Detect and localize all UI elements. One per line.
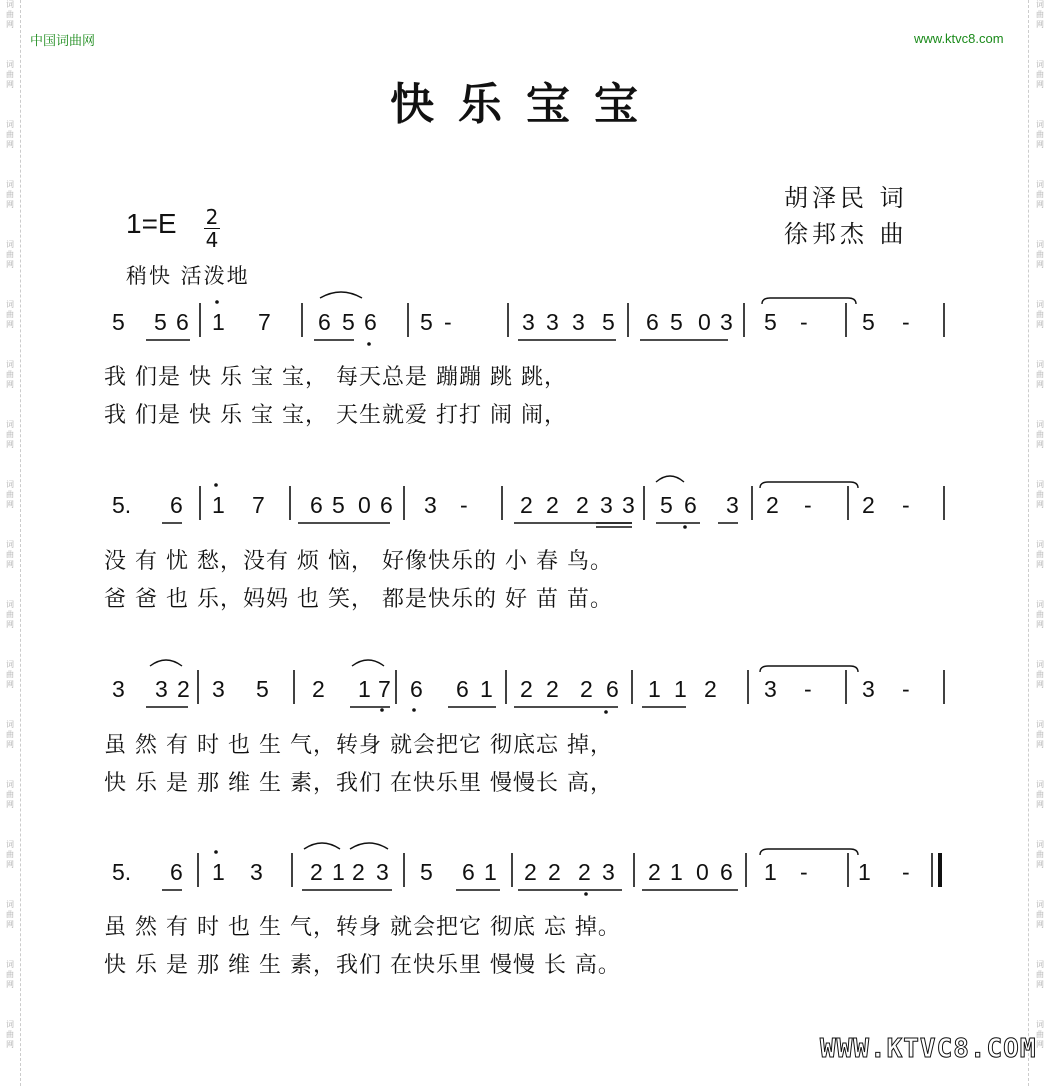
note: 6 [318, 309, 331, 335]
note: 2 [548, 859, 561, 885]
side-watermark-text: 词 曲 网 [1036, 60, 1044, 89]
side-watermark-text: 词 曲 网 [1036, 600, 1044, 629]
octave-dot [683, 525, 687, 529]
note: 2 [704, 676, 717, 702]
note: 2 [310, 859, 323, 885]
note: - [804, 492, 812, 518]
note: 6 [170, 859, 183, 885]
note: - [444, 309, 452, 335]
note: 1 [212, 492, 225, 518]
slur [352, 660, 384, 666]
note: 3 [720, 309, 733, 335]
note: 7 [258, 309, 271, 335]
lyricist-credit: 胡泽民 词 [784, 184, 908, 212]
side-watermark-text: 词 曲 网 [1036, 780, 1044, 809]
note: 3 [572, 309, 585, 335]
side-watermark-text: 词 曲 网 [1036, 300, 1044, 329]
side-watermark-text: 词 曲 网 [6, 960, 14, 989]
lyrics-row4-verse1: 虽 然 有 时 也 生 气，转身 就会把它 彻底 忘 掉。 [104, 915, 621, 940]
note: 3 [622, 492, 635, 518]
note: 6 [176, 309, 189, 335]
side-watermark-text: 词 曲 网 [1036, 840, 1044, 869]
slur [656, 476, 684, 482]
note: 1 [484, 859, 497, 885]
note: 1 [764, 859, 777, 885]
note: - [902, 492, 910, 518]
lyrics-row2-verse1: 没 有 忧 愁，没有 烦 恼， 好像快乐的 小 春 鸟。 [104, 549, 613, 574]
note: 3 [155, 676, 168, 702]
lyrics-row3-verse2: 快 乐 是 那 维 生 素，我们 在快乐里 慢慢长 高， [104, 771, 613, 796]
note: 5 [420, 309, 433, 335]
note: - [902, 676, 910, 702]
lyrics-row2-verse2: 爸 爸 也 乐，妈妈 也 笑， 都是快乐的 好 苗 苗。 [104, 587, 613, 612]
side-watermark-text: 词 曲 网 [1036, 900, 1044, 929]
side-watermark-text: 词 曲 网 [6, 840, 14, 869]
side-watermark-text: 词 曲 网 [1036, 480, 1044, 509]
side-watermark-text: 词 曲 网 [6, 60, 14, 89]
note: 5 [660, 492, 673, 518]
side-watermark-text: 词 曲 网 [6, 300, 14, 329]
note: - [902, 309, 910, 335]
note: - [902, 859, 910, 885]
note: 6 [456, 676, 469, 702]
note: 3 [602, 859, 615, 885]
side-watermark-text: 词 曲 网 [1036, 720, 1044, 749]
octave-dot [215, 300, 219, 304]
note: - [804, 676, 812, 702]
site-url-link[interactable]: www.ktvc8.com [914, 31, 1004, 46]
note: 6 [606, 676, 619, 702]
note: 5. [112, 859, 132, 885]
side-watermark-text: 词 曲 网 [1036, 0, 1044, 29]
note: - [460, 492, 468, 518]
key-signature: 1=E [126, 208, 177, 239]
note: 6 [170, 492, 183, 518]
octave-dot [214, 850, 218, 854]
note: 5 [256, 676, 269, 702]
octave-dot [380, 708, 384, 712]
time-signature-top: 2 [205, 205, 219, 229]
note: 5. [112, 492, 132, 518]
note: 5 [602, 309, 615, 335]
note: 3 [600, 492, 613, 518]
note: 3 [862, 676, 875, 702]
note: 2 [524, 859, 537, 885]
note: 2 [520, 492, 533, 518]
lyrics-row4-verse2: 快 乐 是 那 维 生 素，我们 在快乐里 慢慢 长 高。 [104, 953, 621, 978]
note: 3 [764, 676, 777, 702]
side-watermark-text: 词 曲 网 [6, 180, 14, 209]
note: 2 [546, 492, 559, 518]
note: 1 [332, 859, 345, 885]
note: 5 [154, 309, 167, 335]
side-watermark-text: 词 曲 网 [6, 480, 14, 509]
side-watermark-text: 词 曲 网 [1036, 960, 1044, 989]
note: 3 [376, 859, 389, 885]
side-watermark-text: 词 曲 网 [6, 780, 14, 809]
note: 1 [212, 309, 225, 335]
side-watermark-text: 词 曲 网 [6, 540, 14, 569]
note: - [800, 859, 808, 885]
note: 5 [670, 309, 683, 335]
note: 2 [576, 492, 589, 518]
tie [762, 298, 856, 304]
tie [760, 849, 858, 855]
note: 1 [648, 676, 661, 702]
slur [320, 292, 362, 298]
slur [150, 660, 182, 666]
note: 5 [332, 492, 345, 518]
note: 3 [424, 492, 437, 518]
note: 3 [250, 859, 263, 885]
note: 0 [358, 492, 371, 518]
composer-credit: 徐邦杰 曲 [784, 220, 908, 248]
side-watermark-text: 词 曲 网 [6, 360, 14, 389]
note: 6 [380, 492, 393, 518]
side-watermark-text: 词 曲 网 [6, 240, 14, 269]
octave-dot [214, 483, 218, 487]
note: 6 [462, 859, 475, 885]
note: 1 [858, 859, 871, 885]
note: 2 [546, 676, 559, 702]
note: 1 [480, 676, 493, 702]
side-watermark-text: 词 曲 网 [6, 420, 14, 449]
note: 6 [310, 492, 323, 518]
octave-dot [604, 710, 608, 714]
note: 6 [720, 859, 733, 885]
tie [760, 482, 858, 488]
octave-dot [412, 708, 416, 712]
note: 1 [670, 859, 683, 885]
note: 6 [684, 492, 697, 518]
side-watermark-text: 词 曲 网 [1036, 1020, 1044, 1049]
note: 1 [358, 676, 371, 702]
side-watermark-text: 词 曲 网 [6, 720, 14, 749]
side-watermark-text: 词 曲 网 [1036, 120, 1044, 149]
side-watermark-text: 词 曲 网 [1036, 660, 1044, 689]
note: 3 [112, 676, 125, 702]
note: 2 [312, 676, 325, 702]
note: 2 [648, 859, 661, 885]
note: 7 [378, 676, 391, 702]
note: 3 [726, 492, 739, 518]
note: 6 [410, 676, 423, 702]
note: 0 [696, 859, 709, 885]
side-watermark-text: 词 曲 网 [1036, 360, 1044, 389]
note: 5 [764, 309, 777, 335]
note: 6 [646, 309, 659, 335]
note: 2 [352, 859, 365, 885]
lyrics-row3-verse1: 虽 然 有 时 也 生 气，转身 就会把它 彻底忘 掉， [104, 733, 613, 758]
side-watermark-text: 词 曲 网 [6, 0, 14, 29]
slur [350, 843, 388, 849]
side-watermark-text: 词 曲 网 [6, 1020, 14, 1049]
note: 3 [546, 309, 559, 335]
note: 5 [342, 309, 355, 335]
tempo-marking: 稍快 活泼地 [126, 264, 250, 288]
lyrics-row1-verse1: 我 们是 快 乐 宝 宝， 每天总是 蹦蹦 跳 跳， [104, 365, 567, 390]
side-watermark-text: 词 曲 网 [1036, 540, 1044, 569]
site-name-link[interactable]: 中国词曲网 [30, 33, 96, 48]
side-watermark-text: 词 曲 网 [6, 600, 14, 629]
note: 6 [364, 309, 377, 335]
slur [304, 843, 340, 849]
octave-dot [584, 892, 588, 896]
note: 2 [862, 492, 875, 518]
footer-watermark: WWW.KTVC8.COM [820, 1034, 1037, 1064]
lyrics-row1-verse2: 我 们是 快 乐 宝 宝， 天生就爱 打打 闹 闹， [104, 403, 567, 428]
note: 5 [862, 309, 875, 335]
note: 2 [766, 492, 779, 518]
note: 2 [177, 676, 190, 702]
note: 2 [580, 676, 593, 702]
note: 5 [112, 309, 125, 335]
side-watermark-text: 词 曲 网 [6, 120, 14, 149]
note: 2 [520, 676, 533, 702]
side-watermark-text: 词 曲 网 [6, 900, 14, 929]
note: 1 [212, 859, 225, 885]
note: 7 [252, 492, 265, 518]
page-title: 快乐宝宝 [390, 79, 662, 130]
side-watermark-text: 词 曲 网 [1036, 240, 1044, 269]
time-signature-bottom: 4 [205, 228, 219, 252]
note: 3 [522, 309, 535, 335]
note: - [800, 309, 808, 335]
octave-dot [367, 342, 371, 346]
side-watermark-text: 词 曲 网 [1036, 180, 1044, 209]
note: 2 [578, 859, 591, 885]
note: 5 [420, 859, 433, 885]
side-watermark-text: 词 曲 网 [6, 660, 14, 689]
note: 3 [212, 676, 225, 702]
tie [760, 666, 858, 672]
note: 1 [674, 676, 687, 702]
side-watermark-text: 词 曲 网 [1036, 420, 1044, 449]
note: 0 [698, 309, 711, 335]
